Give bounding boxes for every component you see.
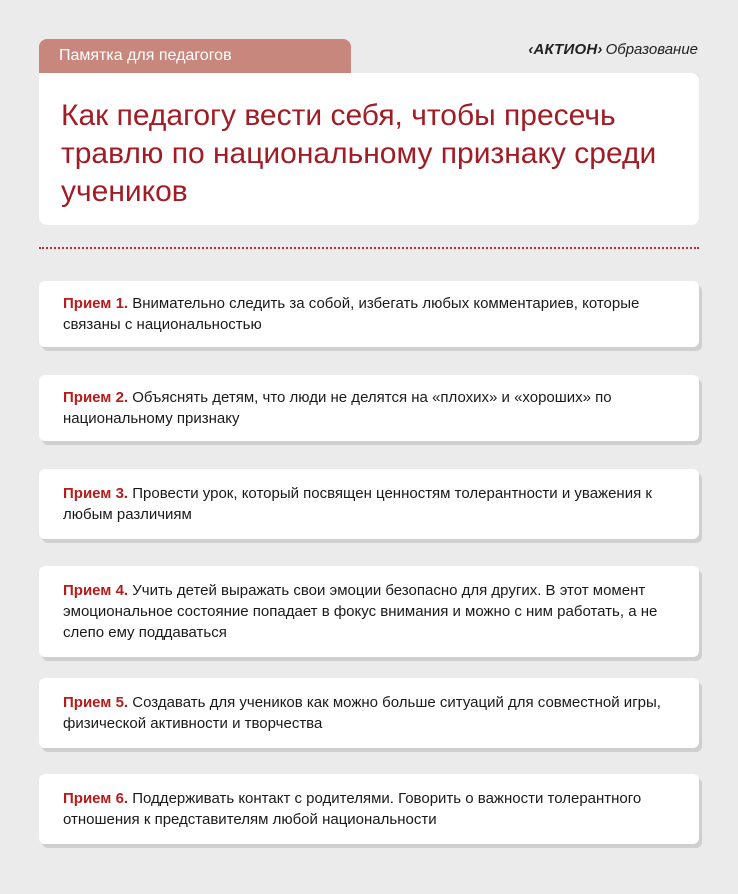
tip-text	[63, 788, 677, 830]
tip-body: Учить детей выражать свои эмоции безопасно для других. В этот момент эмоциональное состояние попадает в фокус внимания и можно с ним работать, а не слепо ему поддаваться	[63, 582, 658, 641]
tip-text	[63, 692, 677, 734]
tip-card-1	[39, 281, 699, 347]
tip-text	[63, 293, 677, 335]
tip-card-2	[39, 375, 699, 441]
title-card	[39, 73, 699, 225]
tip-card-6	[39, 774, 699, 844]
brand-name: ‹АКТИОН›	[528, 41, 603, 58]
brand-subtitle: Образование	[605, 41, 698, 58]
tip-text	[63, 580, 677, 643]
tip-label: Прием 3.	[63, 485, 129, 502]
memo-tag: Памятка для педагогов	[39, 39, 351, 73]
tip-label: Прием 2.	[63, 389, 129, 406]
tip-card-4	[39, 566, 699, 657]
tip-body: Объяснять детям, что люди не делятся на «плохих» и «хороших» по национальному признаку	[63, 389, 612, 427]
tip-text	[63, 387, 677, 429]
tip-body: Провести урок, который посвящен ценностям толерантности и уважения к любым различиям	[63, 485, 652, 523]
tip-body: Внимательно следить за собой, избегать любых комментариев, которые связаны с национальностью	[63, 295, 640, 333]
tip-body: Поддерживать контакт с родителями. Говорить о важности толерантного отношения к представителям любой национальности	[63, 790, 642, 828]
page-title: Как педагогу вести себя, чтобы пресечь травлю по национальному признаку среди учеников	[61, 99, 657, 208]
brand-logo	[528, 40, 698, 60]
tip-label: Прием 5.	[63, 694, 129, 711]
tip-card-5	[39, 678, 699, 748]
tip-card-3	[39, 469, 699, 539]
tip-label: Прием 1.	[63, 295, 129, 312]
tip-text	[63, 483, 677, 525]
tip-label: Прием 6.	[63, 790, 129, 807]
tip-label: Прием 4.	[63, 582, 129, 599]
tip-body: Создавать для учеников как можно больше ситуаций для совместной игры, физической активности и творчества	[63, 694, 661, 732]
dotted-divider	[39, 247, 699, 249]
